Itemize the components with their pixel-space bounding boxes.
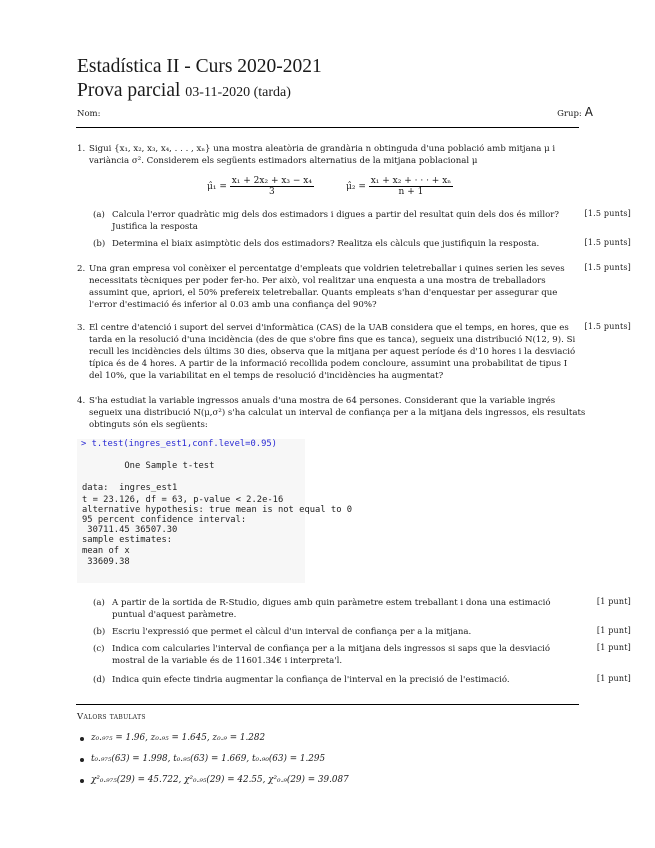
r-output-line: 33609.38	[82, 557, 130, 567]
question-4b	[93, 626, 583, 638]
z-values: z₀.₉₇₅ = 1.96, z₀.₉₅ = 1.645, z₀.₉ = 1.282	[91, 733, 266, 743]
bullet-dot	[80, 779, 84, 783]
subquestion-text: A partir de la sortida de R-Studio, digues amb quin paràmetre estem treballant i dona una estimació puntual d'aquest paràmetre.	[112, 598, 551, 620]
r-output-line: 95 percent confidence interval:	[82, 515, 247, 525]
estimator-1-denominator: 3	[268, 187, 275, 197]
question-1	[77, 143, 587, 175]
question-3	[77, 322, 587, 382]
estimator-1	[207, 176, 314, 197]
estimator-2	[346, 176, 453, 197]
question-number: 3.	[77, 323, 86, 333]
exam-subtitle	[77, 80, 291, 102]
r-output-line: 30711.45 36507.30	[82, 525, 178, 535]
question-4a	[93, 597, 583, 621]
subquestion-label: (c)	[93, 644, 105, 654]
t-values: t₀.₉₇₅(63) = 1.998, t₀.₉₅(63) = 1.669, t₀.₉₀(63) = 1.295	[91, 754, 326, 764]
subquestion-text: Calcula l'error quadràtic mig dels dos estimadors i digues a partir del resultat quin dels dos és millor? Justifica la resposta	[112, 210, 559, 232]
estimator-1-numerator: x₁ + 2x₂ + x₃ − x₄	[231, 176, 312, 186]
grup-field	[557, 105, 593, 119]
exam-type: Prova parcial	[77, 80, 181, 101]
estimator-2-lhs: μ̂₂ =	[346, 182, 366, 192]
question-1a	[93, 209, 583, 233]
subquestion-label: (a)	[93, 598, 105, 608]
question-text: Sigui {x₁, x₂, x₃, x₄, . . . , xₙ} una mostra aleatòria de grandària n obtinguda d'una població amb mitjana μ i variància σ². Considerem els següents estimadors alternatius de la mitjana poblacional μ	[89, 144, 556, 166]
question-1b	[93, 238, 583, 250]
subquestion-text: Indica quin efecte tindria augmentar la confiança de l'interval en la precisió de l'estimació.	[112, 675, 510, 685]
question-text: S'ha estudiat la variable ingressos anuals d'una mostra de 64 persones. Considerant que la variable ingrés segueix una distribució N(μ,σ²) s'ha calculat un interval de confiança per a la mitjana dels ingressos, els resultats obtinguts són els següents:	[89, 396, 586, 430]
exam-title: Estadística II - Curs 2020-2021	[77, 56, 322, 77]
points-2: [1.5 punts]	[584, 263, 631, 272]
estimator-2-denominator: n + 1	[398, 187, 424, 197]
tabulated-values-title: Valors tabulats	[77, 712, 146, 722]
question-number: 2.	[77, 264, 86, 274]
subquestion-text: Determina el biaix asimptòtic dels dos estimadors? Realitza els càlculs que justifiquin la resposta.	[112, 239, 540, 249]
footer-divider	[76, 704, 579, 705]
points-4d: [1 punt]	[596, 674, 631, 683]
r-output-line: t = 23.126, df = 63, p-value < 2.2e-16	[82, 495, 284, 505]
r-output-line: data: ingres_est1	[82, 483, 178, 493]
grup-value: A	[584, 105, 593, 119]
question-2	[77, 263, 587, 311]
r-command: > t.test(ingres_est1,conf.level=0.95)	[81, 439, 277, 449]
grup-label: Grup:	[557, 109, 582, 119]
subquestion-label: (a)	[93, 210, 105, 220]
estimator-2-fraction	[369, 176, 453, 197]
question-4	[77, 395, 587, 435]
question-text: El centre d'atenció i suport del servei d'informàtica (CAS) de la UAB considera que el temps, en hores, que es tarda en la resolució d'una incidència (des de que s'obre fins que es tanca), segueix una distribució N(12, 9). Si recull les incidències dels últims 30 dies, observa que la mitjana per aquest període és d'10 hores i la desviació típica és de 4 hores. A partir de la informació recollida podem concloure, assumint una probabilitat de tipus I del 10%, que la variabilitat en el temps de resolució d'incidències ha augmentat?	[89, 323, 576, 381]
r-output-screenshot	[77, 439, 353, 583]
r-output-line: One Sample t-test	[82, 461, 215, 471]
points-3: [1.5 punts]	[584, 322, 631, 331]
question-4d	[93, 674, 583, 686]
question-text: Una gran empresa vol conèixer el percentatge d'empleats que voldrien teletreballar i quines serien les seves necessitats tècniques per poder fer-ho. Per això, vol realitzar una enquesta a una mostra de treballadors assumint que, apriori, el 50% prefereix teletreballar. Quants empleats s'han d'enquestar per assegurar que l'error d'estimació és inferior al 0.03 amb una confiança del 90%?	[89, 264, 565, 310]
r-output-line: mean of x	[82, 546, 130, 556]
header-divider	[76, 127, 579, 128]
points-4c: [1 punt]	[596, 643, 631, 652]
points-1a: [1.5 punts]	[584, 209, 631, 218]
bullet-dot	[80, 758, 84, 762]
subquestion-label: (b)	[93, 239, 106, 249]
points-4a: [1 punt]	[596, 597, 631, 606]
points-1b: [1.5 punts]	[584, 238, 631, 247]
nom-label: Nom:	[77, 109, 101, 119]
r-output-line: sample estimates:	[82, 535, 173, 545]
question-number: 4.	[77, 396, 86, 406]
estimator-1-lhs: μ̂₁ =	[207, 182, 227, 192]
bullet-dot	[80, 737, 84, 741]
r-output-line: alternative hypothesis: true mean is not equal to 0	[82, 505, 353, 515]
subquestion-label: (b)	[93, 627, 106, 637]
subquestion-label: (d)	[93, 675, 106, 685]
estimator-1-fraction	[230, 176, 314, 197]
question-4c	[93, 643, 583, 667]
question-number: 1.	[77, 144, 86, 154]
subquestion-text: Escriu l'expressió que permet el càlcul d'un interval de confiança per a la mitjana.	[112, 627, 472, 637]
exam-date: 03-11-2020 (tarda)	[185, 85, 291, 100]
estimator-2-numerator: x₁ + x₂ + · · · + xₙ	[370, 176, 452, 186]
subquestion-text: Indica com calcularies l'interval de confiança per a la mitjana dels ingressos si saps que la desviació mostral de la variable és de 11601.34€ i interpreta'l.	[112, 644, 551, 666]
chi-square-values: χ²₀.₉₇₅(29) = 45.722, χ²₀.₉₅(29) = 42.55, χ²₀.₉(29) = 39.087	[91, 775, 349, 785]
points-4b: [1 punt]	[596, 626, 631, 635]
